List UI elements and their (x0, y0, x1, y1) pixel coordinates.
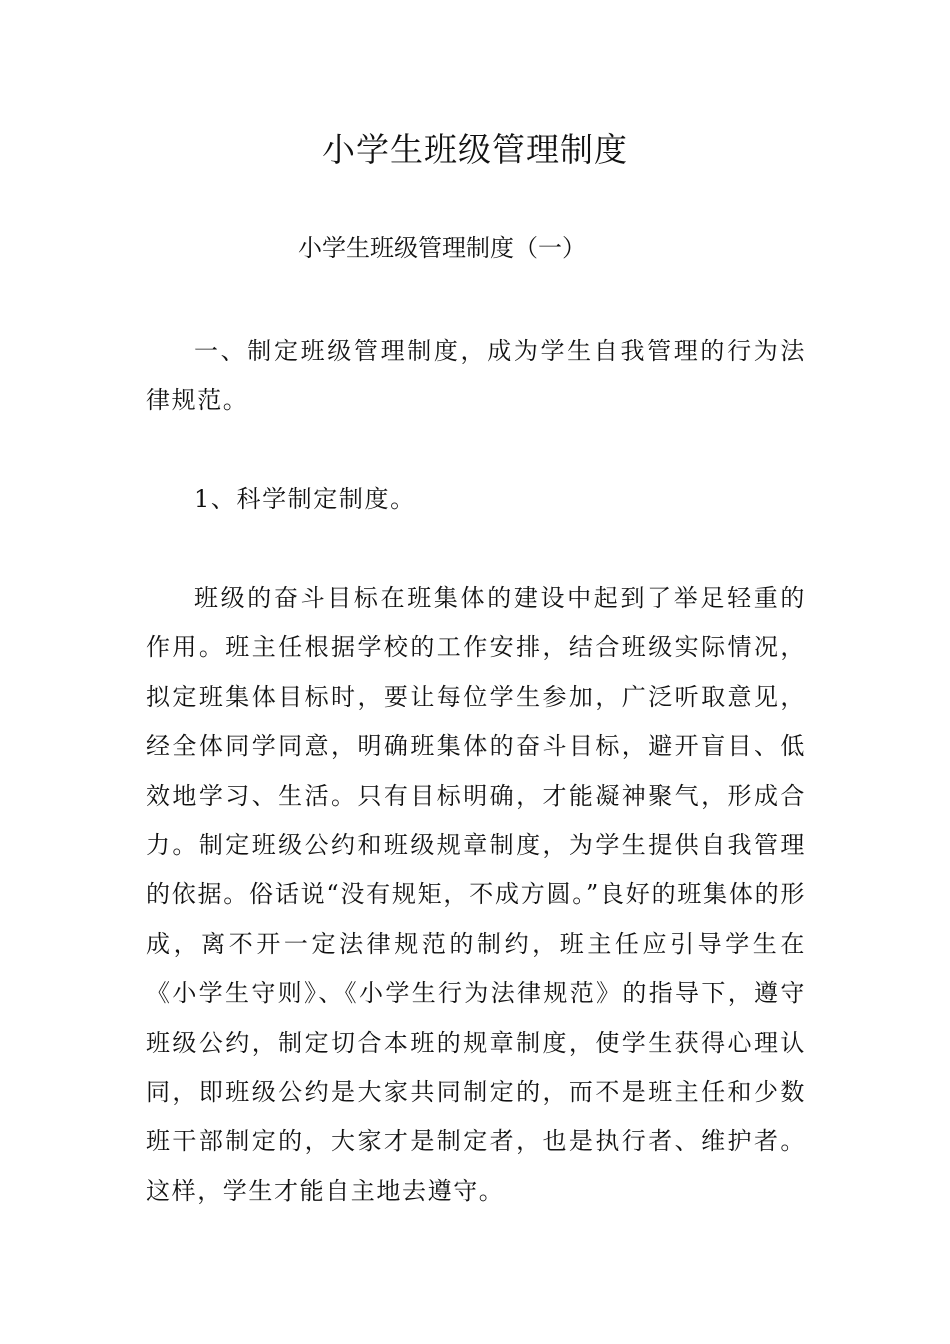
paragraph-section-heading: 一、制定班级管理制度，成为学生自我管理的行为法律规范。 (146, 337, 806, 415)
paragraph-subheading: 1、科学制定制度。 (194, 485, 416, 513)
document-subtitle: 小学生班级管理制度（一） (298, 234, 586, 262)
paragraph-body: 班级的奋斗目标在班集体的建设中起到了举足轻重的作用。班主任根据学校的工作安排，结合班级实际情况，拟定班集体目标时，要让每位学生参加，广泛听取意见，经全体同学同意，明确班集体的奋斗目标，避开盲目、低效地学习、生活。只有目标明确，才能凝神聚气，形成合力。制定班级公约和班级规章制度，为学生提供自我管理的依据。俗话说“没有规矩，不成方圆。”良好的班集体的形成，离不开一定法律规范的制约，班主任应引导学生在《小学生守则》、《小学生行为法律规范》的指导下，遵守班级公约，制定切合本班的规章制度，使学生获得心理认同，即班级公约是大家共同制定的，而不是班主任和少数班干部制定的，大家才是制定者，也是执行者、维护者。这样，学生才能自主地去遵守。 (146, 584, 806, 1205)
document-title: 小学生班级管理制度 (322, 130, 628, 169)
